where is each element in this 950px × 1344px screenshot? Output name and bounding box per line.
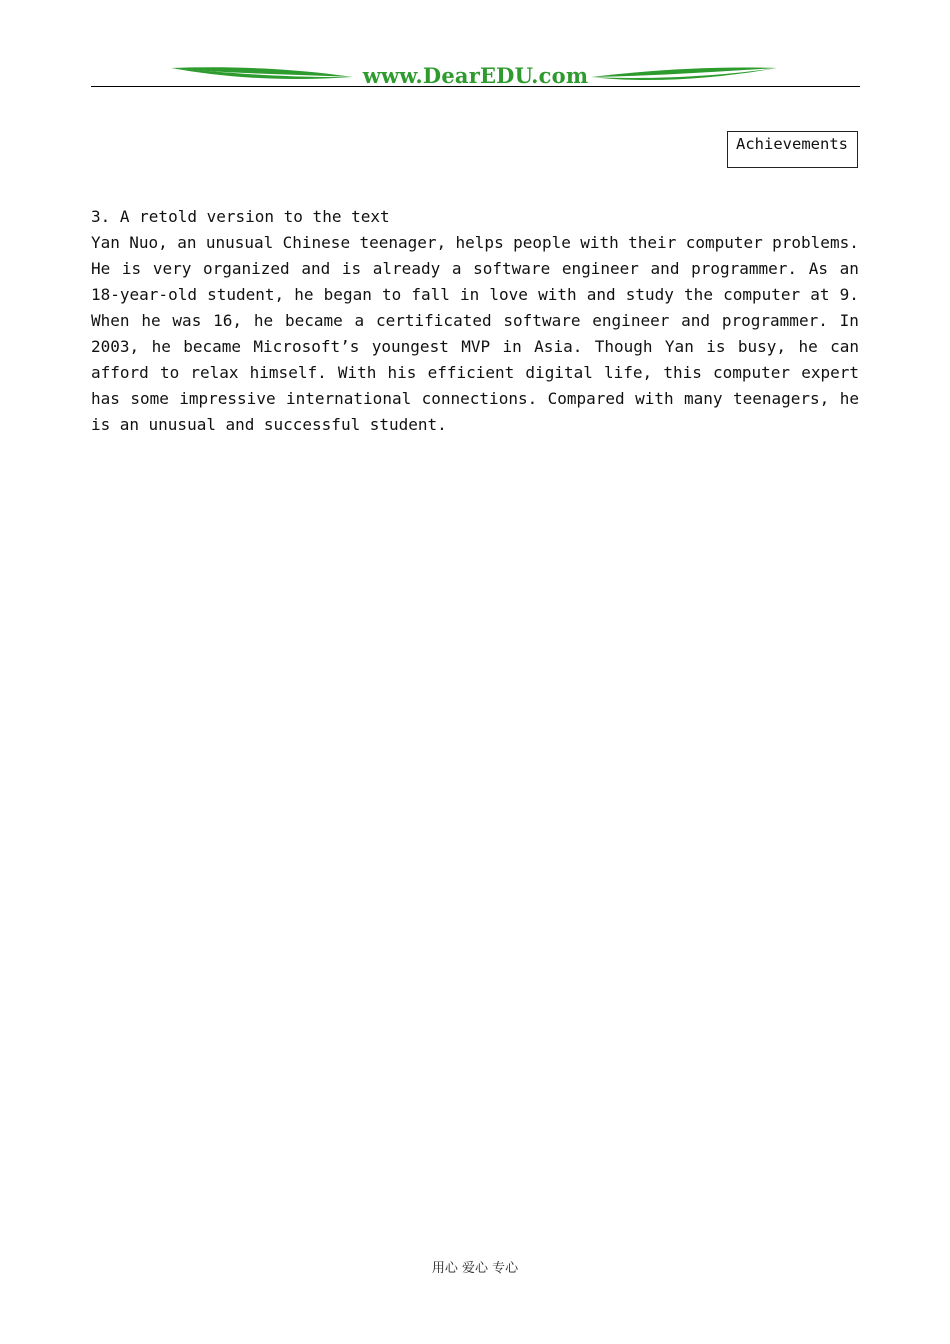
paragraph-word: When (91, 311, 130, 330)
paragraph-word: his (387, 363, 417, 382)
paragraph-word: with (580, 233, 619, 252)
paragraph-word: with (635, 389, 674, 408)
paragraph-word: unusual (148, 415, 216, 434)
paragraph-word: he (839, 389, 859, 408)
paragraph-word: Compared (547, 389, 625, 408)
paragraph-line (91, 336, 859, 362)
paragraph-word: already (372, 259, 441, 278)
paragraph-word: As (808, 259, 828, 278)
paragraph-word: became (183, 337, 242, 356)
paragraph-line (91, 388, 859, 414)
paragraph-line (91, 232, 859, 258)
paragraph-word: life, (604, 363, 653, 382)
paragraph-word: youngest (371, 337, 449, 356)
paragraph-word: student, (207, 285, 285, 304)
paragraph-word: 16, (213, 311, 243, 330)
paragraph-word: With (337, 363, 377, 382)
paragraph-line (91, 414, 859, 440)
paragraph-word: teenagers, (732, 389, 830, 408)
paragraph-word: computer (723, 285, 801, 304)
paragraph-line (91, 284, 859, 310)
paragraph-word: digital (525, 363, 593, 382)
paragraph-word: an (177, 233, 197, 252)
paragraph-word: was (172, 311, 202, 330)
paragraph-word: he (151, 337, 171, 356)
paragraph-word: this (663, 363, 702, 382)
paragraph-word: Nuo, (129, 233, 168, 252)
paragraph-word: he (294, 285, 314, 304)
paragraph-word: with (538, 285, 577, 304)
achievements-box: Achievements (727, 131, 858, 168)
paragraph-word: international (285, 389, 412, 408)
paragraph-word: unusual (205, 233, 274, 252)
paragraph-word: 9. (839, 285, 859, 304)
paragraph-word: expert (801, 363, 859, 382)
paragraph-word: afford (91, 363, 149, 382)
site-logo-text: www.DearEDU.com (362, 63, 589, 88)
paragraph-word: to (159, 363, 180, 382)
paragraph-word: Yan (664, 337, 694, 356)
paragraph-word: MVP (461, 337, 491, 356)
footer-slogan: 用心 爱心 专心 (431, 1261, 519, 1276)
paragraph-word: began (323, 285, 372, 304)
paragraph-word: engineer (592, 311, 670, 330)
paragraph-word: 2003, (91, 337, 140, 356)
paragraph-word: some (130, 389, 169, 408)
paragraph-word: fall (411, 285, 450, 304)
paragraph-word: engineer (561, 259, 639, 278)
paragraph-word: is (341, 259, 362, 278)
paragraph-word: the (684, 285, 713, 304)
paragraph-word: in (460, 285, 480, 304)
paragraph-word: and (650, 259, 680, 278)
retold-paragraph (91, 232, 859, 440)
paragraph-word: in (502, 337, 522, 356)
paragraph-word: relax (190, 363, 239, 382)
paragraph-word: a (354, 311, 365, 330)
paragraph-word: impressive (179, 389, 276, 408)
paragraph-word: an (119, 415, 140, 434)
paragraph-word: and (681, 311, 711, 330)
paragraph-word: has (91, 389, 120, 408)
paragraph-word: people (513, 233, 571, 252)
paragraph-word: and (301, 259, 331, 278)
paragraph-word: to (381, 285, 402, 304)
paragraph-line (91, 258, 859, 284)
paragraph-word: 18-year-old (91, 285, 197, 304)
paragraph-word: connections. (421, 389, 538, 408)
paragraph-word: love (489, 285, 528, 304)
paragraph-word: he (253, 311, 274, 330)
paragraph-word: and (225, 415, 255, 434)
paragraph-word: programmer. (691, 259, 798, 278)
paragraph-word: Though (594, 337, 653, 356)
paragraph-word: In (839, 311, 859, 330)
paragraph-line (91, 362, 859, 388)
paragraph-word: teenager, (359, 233, 447, 252)
paragraph-word: became (284, 311, 343, 330)
paragraph-word: software (473, 259, 551, 278)
paragraph-word: is (91, 415, 111, 434)
paragraph-word: can (830, 337, 859, 356)
paragraph-word: Chinese (282, 233, 351, 252)
paragraph-word: helps (455, 233, 504, 252)
paragraph-word: efficient (427, 363, 515, 382)
section-heading: 3. A retold version to the text (91, 207, 390, 226)
paragraph-word: computer (712, 363, 791, 382)
paragraph-word: busy, (737, 337, 787, 356)
paragraph-word: at (810, 285, 830, 304)
paragraph-line (91, 310, 859, 336)
paragraph-word: very (152, 259, 192, 278)
paragraph-word: is (706, 337, 726, 356)
paragraph-word: problems. (772, 233, 859, 252)
paragraph-word: and (586, 285, 616, 304)
paragraph-word: Yan (91, 233, 120, 252)
paragraph-word: computer (685, 233, 763, 252)
paragraph-word: many (684, 389, 723, 408)
paragraph-word: certificated (376, 311, 492, 330)
paragraph-word: organized (202, 259, 290, 278)
paragraph-word: he (798, 337, 818, 356)
paragraph-word: a (451, 259, 462, 278)
paragraph-word: Asia. (534, 337, 583, 356)
paragraph-word: an (839, 259, 859, 278)
paragraph-word: Microsoft’s (253, 337, 360, 356)
paragraph-word: He (91, 259, 111, 278)
paragraph-word: successful (263, 415, 361, 434)
paragraph-word: their (628, 233, 677, 252)
paragraph-word: he (141, 311, 161, 330)
paragraph-word: is (121, 259, 142, 278)
paragraph-word: himself. (249, 363, 327, 382)
header-rule (91, 86, 860, 87)
paragraph-word: study (625, 285, 674, 304)
paragraph-word: programmer. (721, 311, 828, 330)
paragraph-word: software (503, 311, 581, 330)
paragraph-word: student. (369, 415, 447, 434)
